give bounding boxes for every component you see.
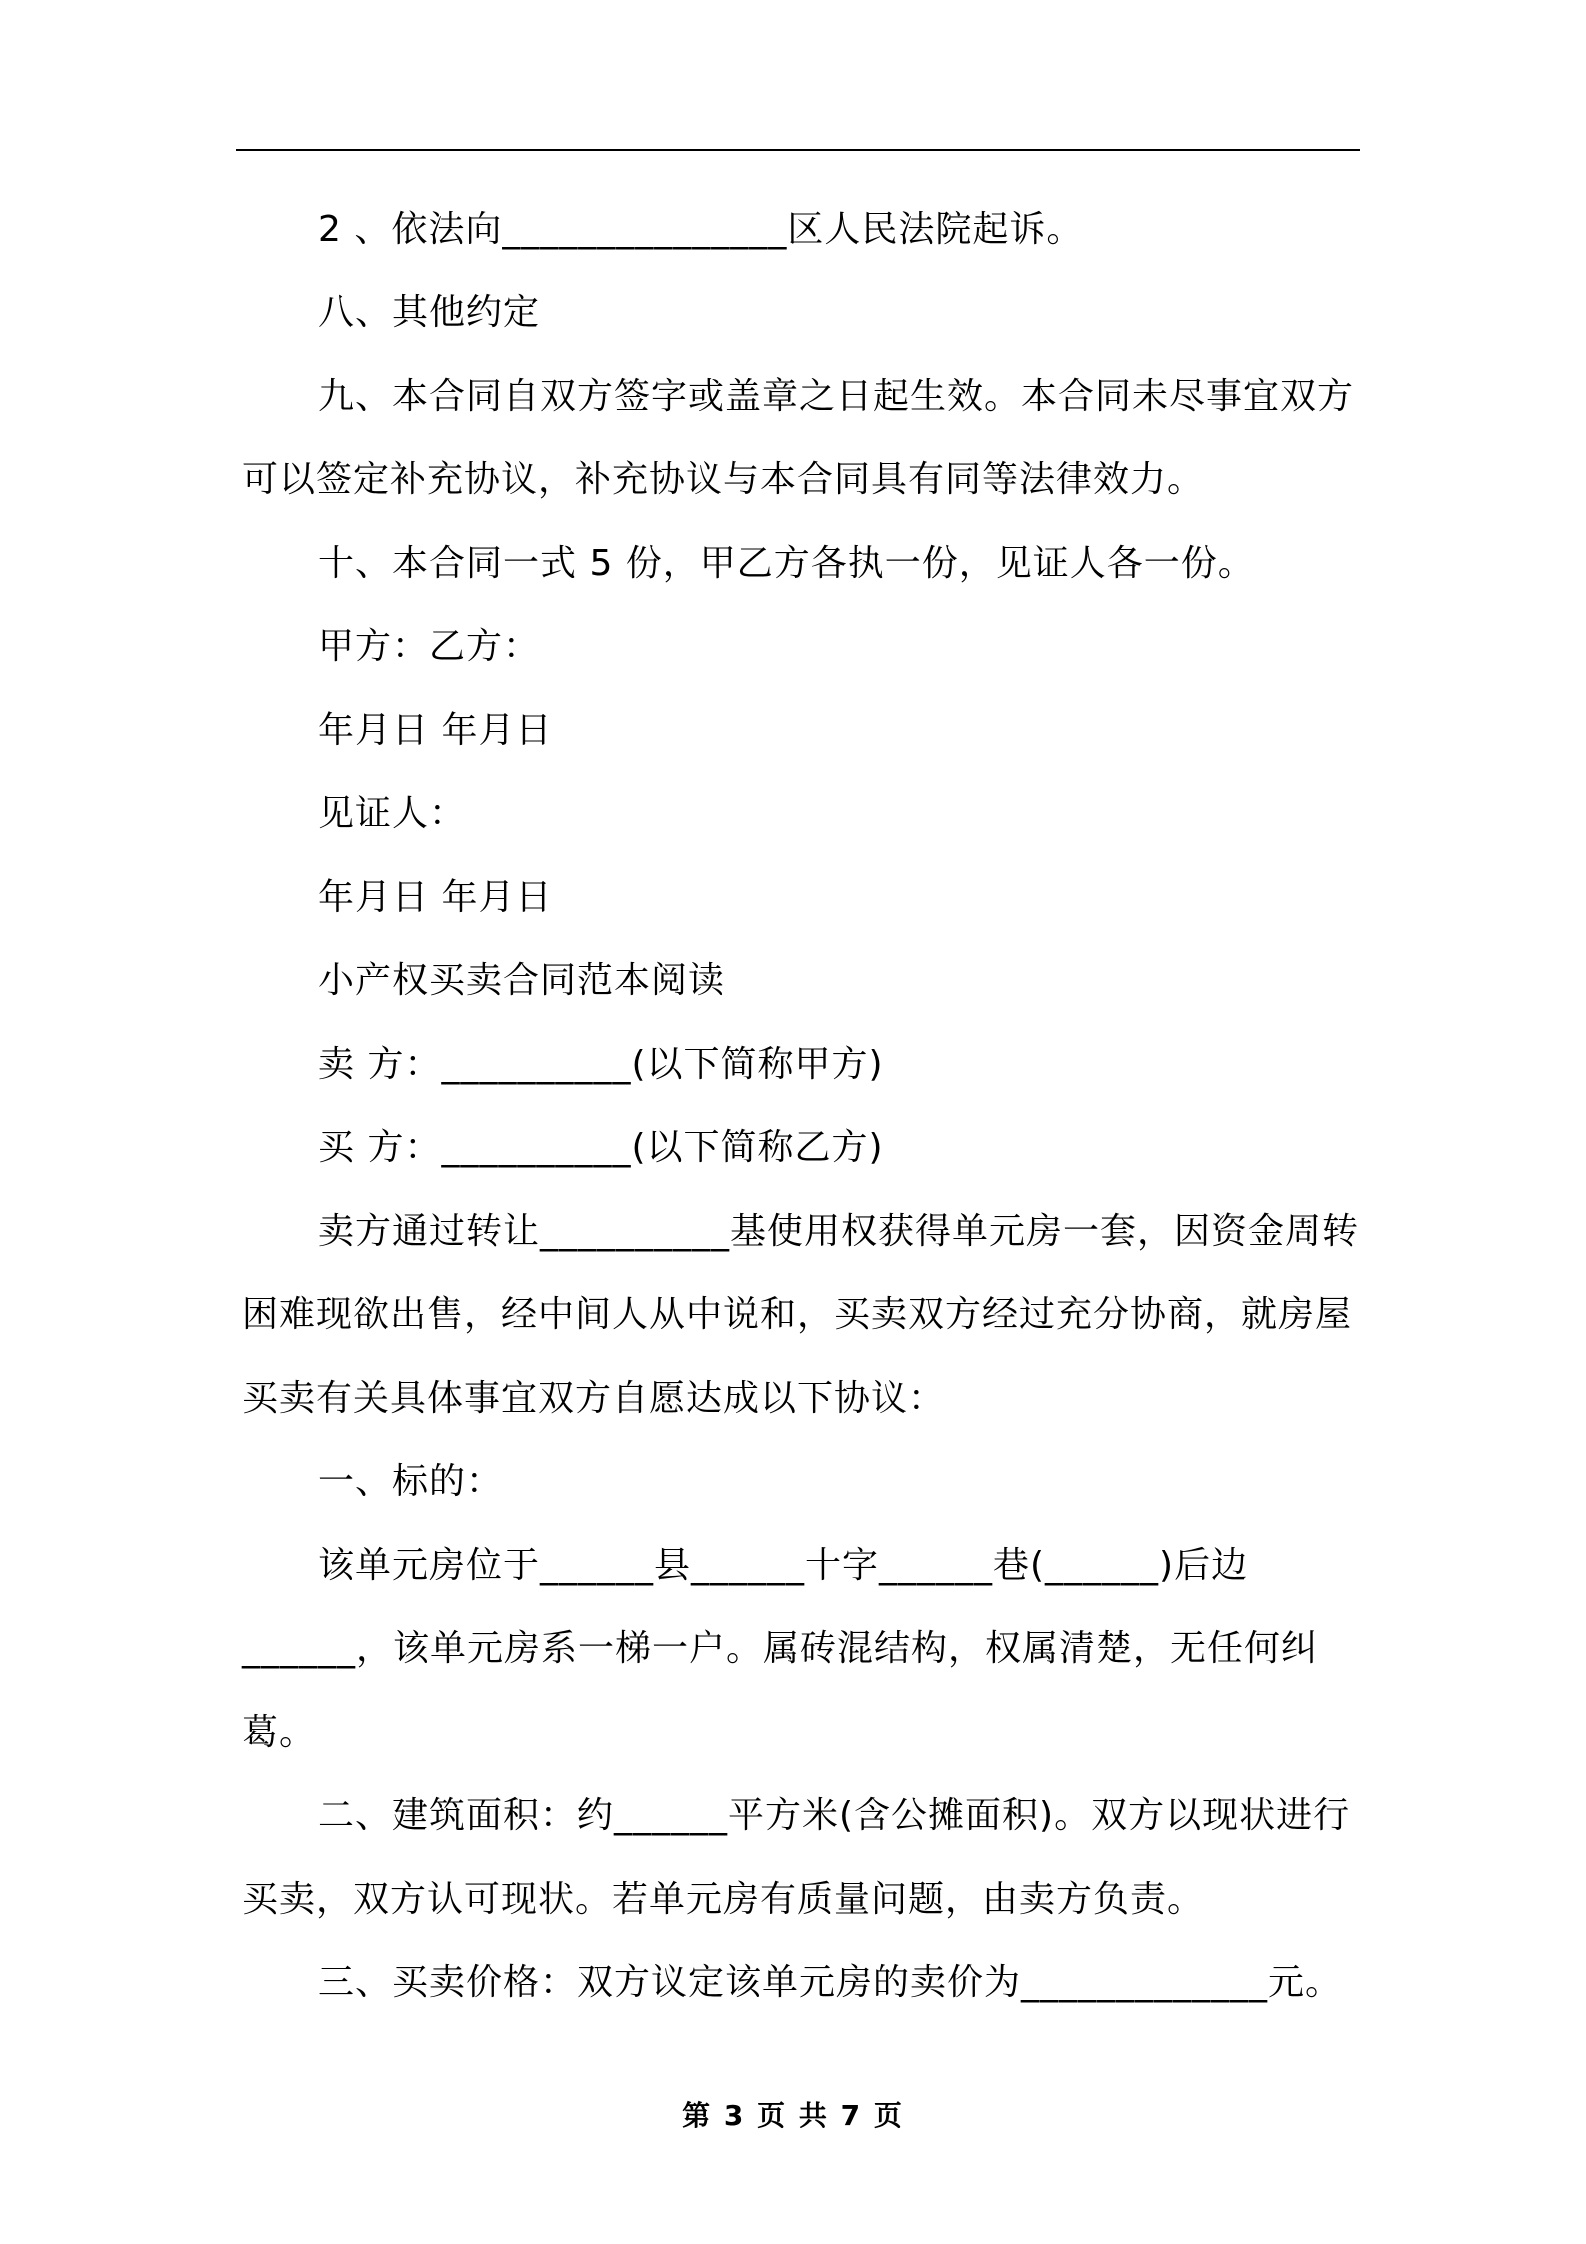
text-line: 甲方：乙方： bbox=[318, 626, 541, 667]
text-line: 一、标的： bbox=[318, 1461, 504, 1502]
text-line: 买 方：__________(以下简称乙方) bbox=[318, 1127, 884, 1168]
text-line: 二、建筑面积：约______平方米(含公摊面积)。双方以现状进行 bbox=[318, 1795, 1351, 1836]
text-line: 卖 方：__________(以下简称甲方) bbox=[318, 1044, 884, 1085]
header-rule bbox=[236, 149, 1360, 151]
section-title: 小产权买卖合同范本阅读 bbox=[318, 960, 726, 1001]
text-line: 卖方通过转让__________基使用权获得单元房一套，因资金周转 bbox=[318, 1211, 1360, 1252]
text-line: 困难现欲出售，经中间人从中说和，买卖双方经过充分协商，就房屋 bbox=[242, 1294, 1353, 1335]
text-line: 十、本合同一式 5 份，甲乙方各执一份，见证人各一份。 bbox=[318, 543, 1255, 584]
text-line: 九、本合同自双方签字或盖章之日起生效。本合同未尽事宜双方 bbox=[318, 376, 1355, 417]
text-line: 可以签定补充协议，补充协议与本合同具有同等法律效力。 bbox=[242, 459, 1205, 500]
text-line: 买卖，双方认可现状。若单元房有质量问题，由卖方负责。 bbox=[242, 1879, 1205, 1920]
text-line: 见证人： bbox=[318, 793, 467, 834]
text-line: 2 、依法向_______________区人民法院起诉。 bbox=[318, 209, 1084, 250]
text-line: 该单元房位于______县______十字______巷(______)后边 bbox=[318, 1545, 1249, 1586]
text-line: 八、其他约定 bbox=[318, 292, 541, 333]
text-line: 买卖有关具体事宜双方自愿达成以下协议： bbox=[242, 1378, 946, 1419]
page-number: 第 3 页 共 7 页 bbox=[682, 2099, 904, 2132]
text-line: 年月日 年月日 bbox=[318, 877, 553, 918]
text-line: 三、买卖价格：双方议定该单元房的卖价为_____________元。 bbox=[318, 1962, 1343, 2003]
text-line: 葛。 bbox=[242, 1712, 317, 1753]
text-line: ______，该单元房系一梯一户。属砖混结构，权属清楚，无任何纠 bbox=[242, 1628, 1319, 1669]
text-line: 年月日 年月日 bbox=[318, 710, 553, 751]
